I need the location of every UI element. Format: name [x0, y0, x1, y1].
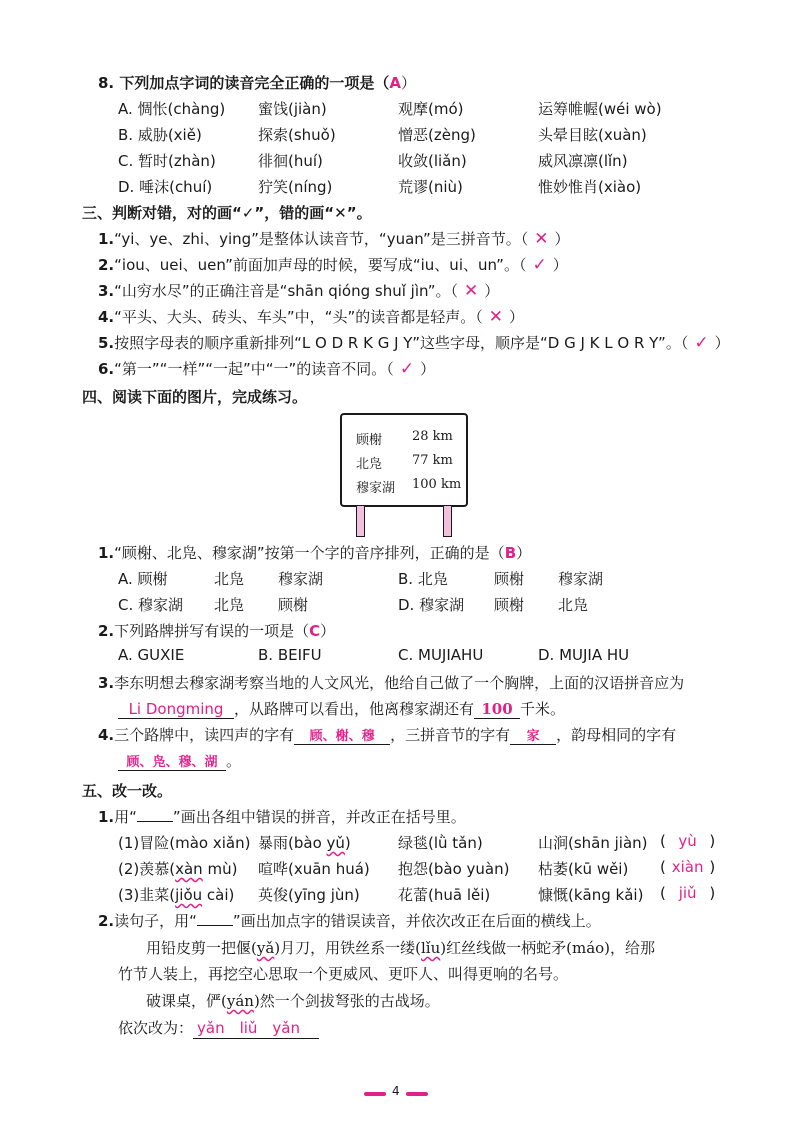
pinyin-cell-2-1: 英俊(yīng jùn)	[258, 886, 360, 904]
pinyin-cell-1-0	[118, 858, 237, 879]
pinyin-post: mù)	[202, 860, 238, 878]
judge-item-number: 3.	[98, 282, 115, 300]
judge-item-number: 4.	[98, 308, 115, 326]
pinyin-cell-1-1: 喧哗(xuān huá)	[258, 860, 370, 878]
cross-mark-icon: ✕	[534, 229, 549, 249]
check-mark-icon: ✓	[399, 359, 415, 379]
sec4-q4-line2: 顾、凫、穆、湖 。	[118, 750, 241, 771]
sign-order-option-0-1: 北凫	[214, 570, 245, 588]
check-mark-icon: ✓	[532, 255, 547, 275]
sign-row-3: 穆家湖 100 km	[356, 477, 462, 496]
sign-order-option-1-0: B. 北凫	[398, 570, 448, 588]
judge-item-5	[98, 332, 730, 353]
sec4-title: 四、阅读下面的图片，完成练习。	[82, 388, 308, 406]
pinyin-cell-1-2: 抱怨(bào yuàn)	[398, 860, 510, 878]
paren-open: (	[660, 858, 671, 876]
sign-order-option-3-0: D. 穆家湖	[398, 596, 465, 614]
pinyin-correction-0	[660, 832, 715, 850]
judge-item-number: 1.	[98, 230, 115, 248]
q8-option-0-2: 观摩(mó)	[398, 100, 464, 118]
pinyin-correction-1	[660, 858, 715, 876]
q8-option-2-0: C. 暂时(zhàn)	[118, 152, 216, 170]
pinyin-correction-2	[660, 884, 715, 902]
sec5-q2-para1-line2: 竹节人装上，再挖空心思取一个更威风、更吓人、叫得更响的名号。	[118, 965, 569, 983]
pinyin-cell-2-0	[118, 884, 234, 905]
q8-option-1-3: 头晕目眩(xuàn)	[538, 126, 647, 144]
check-mark-icon: ✓	[694, 333, 709, 353]
pinyin-pre: (3)韭菜(	[118, 886, 176, 904]
sign-order-option-3-2: 北凫	[558, 596, 589, 614]
judge-item-1	[98, 228, 570, 249]
sec5-q2-para1-line1: 用铅皮剪一把偃(yǎ)月刀，用铁丝系一缕(lǐu)红丝线做一柄蛇矛(máo)，给那	[146, 939, 656, 957]
sign-order-option-1-2: 穆家湖	[558, 570, 604, 588]
cross-mark-icon: ✕	[463, 281, 479, 301]
pinyin-cell-2-3: 慷慨(kāng kǎi)	[538, 886, 644, 904]
pinyin-error: jiǒu	[175, 886, 203, 904]
page-number: 4	[392, 1084, 400, 1098]
sign-order-option-2-2: 顾榭	[278, 596, 309, 614]
footer-bar-right	[406, 1092, 428, 1096]
sign-order-option-0-2: 穆家湖	[278, 570, 324, 588]
judge-item-close: ）	[552, 256, 568, 274]
paren-close: )	[704, 884, 716, 902]
judge-item-text: “第一”“一样”“一起”中“一”的读音不同。（	[114, 360, 394, 378]
judge-item-text: “yi、ye、zhi、ying”是整体认读音节，“yuan”是三拼音节。（	[114, 230, 529, 248]
sec4-q4-line1: 4.三个路牌中，读四声的字有 顾、榭、穆 ，三拼音节的字有 家 ，韵母相同的字有	[98, 726, 677, 744]
sec4-q3-line2: Li Dongming ，从路牌可以看出，他离穆家湖还有 100 千米。	[118, 698, 565, 719]
sec4-q2-stem: 2.下列路牌拼写有误的一项是（C）	[98, 622, 336, 640]
judge-item-close: ）	[554, 230, 570, 248]
sign-row-1: 顾榭 28 km	[356, 429, 453, 448]
pinyin-pre: (2)羡慕(	[118, 860, 176, 878]
judge-item-text: “山穷水尽”的正确注音是“shān qióng shuǐ jìn”。（	[114, 282, 458, 300]
judge-item-number: 6.	[98, 360, 115, 378]
q8-option-0-3: 运筹帷幄(wéi wò)	[538, 100, 662, 118]
spelling-option-2: C. MUJIAHU	[398, 646, 484, 664]
sign-order-option-0-0: A. 顾榭	[118, 570, 168, 588]
sign-post-left	[356, 505, 365, 537]
pinyin-cell-0-2: 绿毯(lǜ tǎn)	[398, 834, 483, 852]
judge-item-close: ）	[714, 334, 730, 352]
sec3-title: 三、判断对错，对的画“✓”，错的画“✕”。	[82, 204, 372, 222]
paren-open: (	[660, 832, 671, 850]
q8-option-1-0: B. 威胁(xiě)	[118, 126, 202, 144]
pinyin-post: )	[344, 834, 351, 852]
judge-item-number: 5.	[98, 334, 115, 352]
q8-option-1-1: 探索(shuǒ)	[258, 126, 336, 144]
correction-value: xiàn	[671, 858, 704, 876]
judge-item-close: ）	[508, 308, 524, 326]
judge-item-6	[98, 358, 435, 379]
q8-option-2-1: 徘徊(huí)	[258, 152, 323, 170]
sign-order-option-2-0: C. 穆家湖	[118, 596, 184, 614]
correction-value: yù	[678, 832, 697, 850]
judge-item-4	[98, 306, 524, 327]
sec5-q2-fix: 依次改为： yǎn liǔ yǎn	[118, 1017, 319, 1039]
judge-item-text: “iou、uei、uen”前面加声母的时候，要写成“iu、ui、un”。（	[114, 256, 527, 274]
judge-item-3	[98, 280, 499, 301]
pinyin-error: yǔ	[326, 834, 345, 852]
pinyin-cell-0-3: 山涧(shān jiàn)	[538, 834, 648, 852]
q8-option-0-0: A. 惆怅(chàng)	[118, 100, 226, 118]
sign-post-right	[443, 505, 452, 537]
paren-open: (	[660, 884, 671, 902]
cross-mark-icon: ✕	[488, 307, 503, 327]
q8-option-3-1: 狞笑(níng)	[258, 178, 333, 196]
judge-item-2	[98, 254, 568, 275]
pinyin-cell-0-0: (1)冒险(mào xiǎn)	[118, 834, 251, 852]
pinyin-cell-0-1	[258, 832, 351, 853]
paren-close: )	[704, 832, 716, 850]
pinyin-error: xàn	[175, 860, 203, 878]
sign-order-option-1-1: 顾榭	[494, 570, 525, 588]
pinyin-pre: 暴雨(bào	[258, 834, 327, 852]
q8-option-1-2: 憎恶(zèng)	[398, 126, 476, 144]
q8-answer: A	[389, 74, 401, 92]
sec5-title: 五、改一改。	[82, 782, 173, 800]
sec5-q2-para2: 破课桌，俨(yán)然一个剑拔弩张的古战场。	[146, 992, 440, 1010]
sign-order-option-2-1: 北凫	[214, 596, 245, 614]
q8-option-3-3: 惟妙惟肖(xiào)	[538, 178, 642, 196]
judge-item-text: 按照字母表的顺序重新排列“L O D R K G J Y”这些字母，顺序是“D G J K L O R Y”。（	[114, 334, 689, 352]
judge-item-close: ）	[420, 360, 436, 378]
q8-option-3-0: D. 唾沫(chuí)	[118, 178, 213, 196]
paren-close: )	[704, 858, 716, 876]
sec4-q1-stem: 1.“顾榭、北凫、穆家湖”按第一个字的音序排列，正确的是（B）	[98, 544, 532, 562]
q8-option-2-3: 威风凛凛(lǐn)	[538, 152, 628, 170]
footer-bar-left	[364, 1092, 386, 1096]
sign-row-2: 北凫 77 km	[356, 453, 453, 472]
spelling-option-0: A. GUXIE	[118, 646, 185, 664]
judge-item-text: “平头、大头、砖头、车头”中，“头”的读音都是轻声。（	[114, 308, 483, 326]
sec5-q1-stem: 1.用“ ”画出各组中错误的拼音，并改正在括号里。	[98, 808, 466, 826]
sec4-q3-line1: 3.李东明想去穆家湖考察当地的人文风光，他给自己做了一个胸牌，上面的汉语拼音应为	[98, 674, 685, 692]
pinyin-cell-1-3: 枯萎(kū wěi)	[538, 860, 629, 878]
sec5-q2-stem: 2.读句子，用“ ”画出加点字的错误读音，并依次改正在后面的横线上。	[98, 912, 601, 930]
spelling-option-3: D. MUJIA HU	[538, 646, 630, 664]
judge-item-number: 2.	[98, 256, 115, 274]
judge-item-close: ）	[484, 282, 500, 300]
correction-value: jiǔ	[678, 884, 697, 902]
pinyin-cell-2-2: 花蕾(huā lěi)	[398, 886, 491, 904]
sign-order-option-3-1: 顾榭	[494, 596, 525, 614]
q8-option-3-2: 荒谬(niù)	[398, 178, 463, 196]
q8-option-2-2: 收敛(liǎn)	[398, 152, 467, 170]
road-sign	[340, 413, 468, 507]
spelling-option-1: B. BEIFU	[258, 646, 322, 664]
q8-stem: 8. 下列加点字词的读音完全正确的一项是（A）	[98, 74, 416, 92]
q8-option-0-1: 蜜饯(jiàn)	[258, 100, 327, 118]
pinyin-post: cài)	[202, 886, 235, 904]
